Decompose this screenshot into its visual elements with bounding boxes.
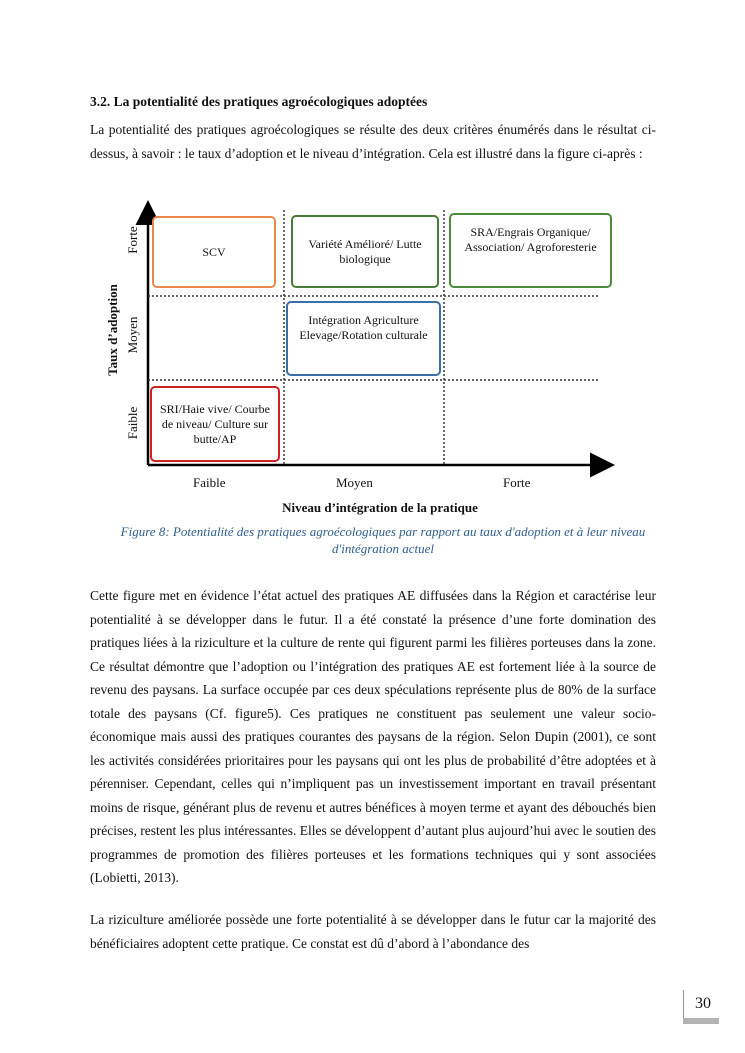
y-axis-title: Taux d’adoption bbox=[105, 284, 120, 376]
box-integration-elevage bbox=[286, 301, 441, 376]
box-sri-haie-vive bbox=[150, 386, 280, 462]
intro-paragraph: La potentialité des pratiques agroécologiques se résulte des deux critères énumérés dans le résultat ci-dessus, à savoir : le taux d’adoption et le niveau d’intégration. Cela est illustré dans la figure ci-après : bbox=[90, 122, 656, 161]
box-variete-lutte-label: Variété Amélioré/ Lutte biologique bbox=[308, 236, 422, 266]
analysis-paragraph: Cette figure met en évidence l’état actuel des pratiques AE diffusées dans la Région et caractérise leur potentialité à se développer dans le futur. Il a été constaté la présence d’une forte domination des pratiques liées à la riziculture et la culture de rente qui figurent parmi les filières porteuses dans la zone. Ce résultat démontre que l’adoption ou l’intégration des pratiques AE est fortement liée à la source de revenu des paysans. La surface occupée par ces deux spéculations représente plus de 80% de la surface totale des paysans (Cf. figure5). Ces pratiques ne constituent pas seulement une valeur socio-économique mais aussi des pratiques courantes des paysans de la région. Selon Dupin (2001), ce sont les activités considérées prioritaires pour les paysans qui ont les plus de probabilité d’être adoptées et à pérenniser. Cependant, celles qui n’impliquent pas un investissement important en travail présentant moins de risque, générant plus de revenu et autres bénéfices à moyen terme et ayant des débouchés bien précises, restent les plus intéressantes. Elles se développent d’autant plus aujourd’hui avec le soutien des programmes de promotion des filières porteuses et les formations techniques qui y sont associées (Lobietti, 2013). bbox=[90, 588, 656, 885]
box-variete-lutte bbox=[291, 215, 439, 288]
x-level-faible: Faible bbox=[193, 475, 226, 490]
y-level-forte: Forte bbox=[125, 226, 140, 254]
page-number: 30 bbox=[695, 995, 711, 1012]
x-level-moyen: Moyen bbox=[336, 475, 373, 490]
x-level-forte: Forte bbox=[503, 475, 531, 490]
x-axis-title: Niveau d’intégration de la pratique bbox=[282, 500, 478, 515]
box-scv bbox=[152, 216, 276, 288]
section-heading: 3.2. La potentialité des pratiques agroécologiques adoptées bbox=[90, 94, 428, 109]
figure-caption: Figure 8: Potentialité des pratiques agroécologiques par rapport au taux d'adoption et à leur niveau d'intégration actuel bbox=[120, 524, 646, 556]
rice-paragraph: La riziculture améliorée possède une forte potentialité à se développer dans le futur car la majorité des bénéficiaires adoptent cette pratique. Ce constat est dû d’abord à l’abondance des bbox=[90, 912, 656, 951]
box-sri-haie-vive-label: SRI/Haie vive/ Courbe de niveau/ Culture sur butte/AP bbox=[160, 401, 270, 446]
box-sra-agroforesterie-label: SRA/Engrais Organique/ Association/ Agroforesterie bbox=[464, 225, 597, 254]
page-number-divider bbox=[683, 990, 684, 1020]
box-scv-label: SCV bbox=[202, 244, 226, 259]
potentiality-matrix-figure bbox=[0, 200, 745, 520]
page-number-bar bbox=[683, 1018, 719, 1024]
y-level-faible: Faible bbox=[125, 406, 140, 440]
box-integration-elevage-label: Intégration Agriculture Elevage/Rotation culturale bbox=[299, 313, 428, 342]
y-level-moyen: Moyen bbox=[125, 316, 140, 354]
box-sra-agroforesterie bbox=[449, 213, 612, 288]
